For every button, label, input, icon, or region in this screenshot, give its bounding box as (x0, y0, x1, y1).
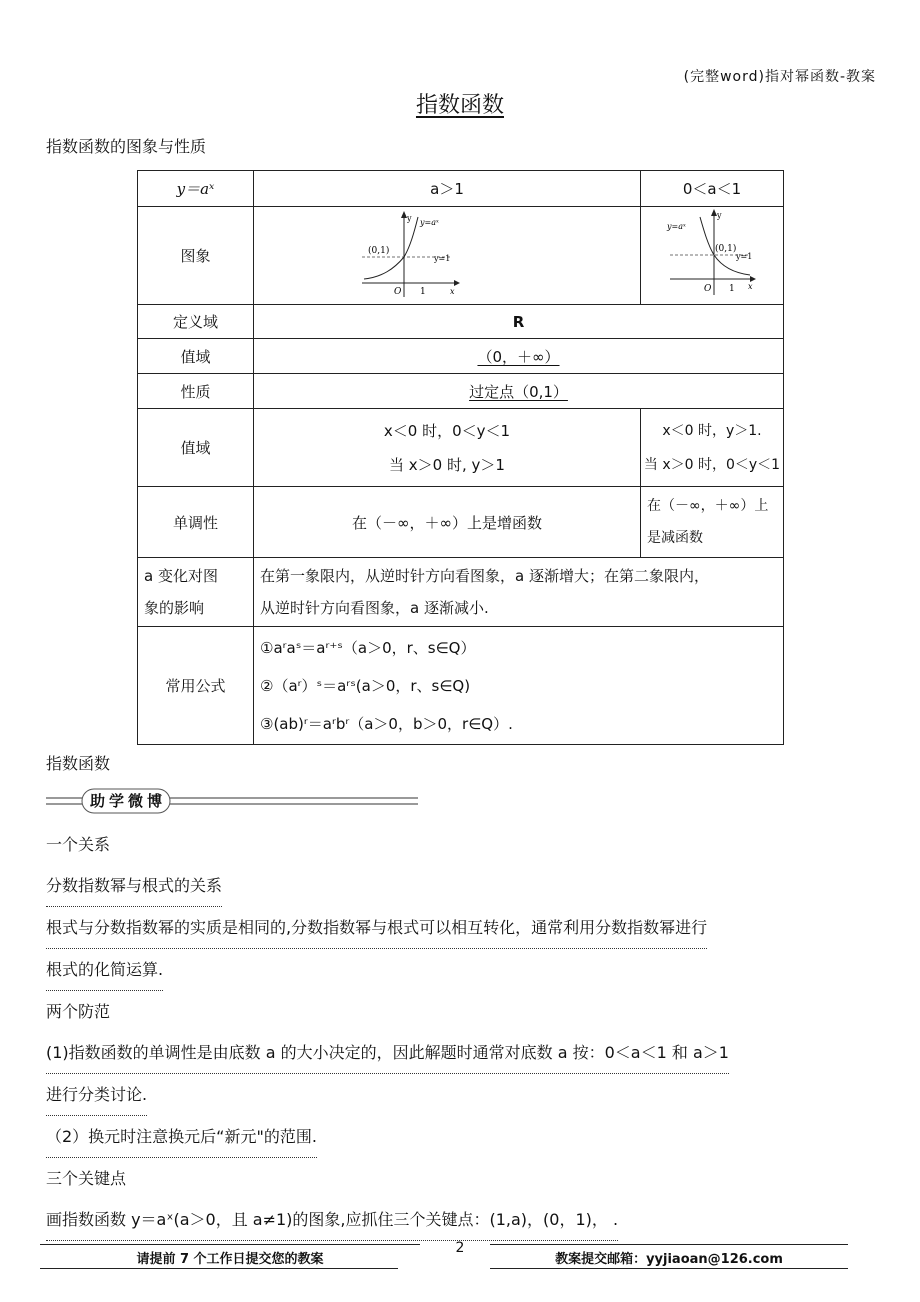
row-label-a-effect-line2: 象的影响 (144, 599, 205, 617)
three-points-title: 三个关键点 (46, 1169, 127, 1188)
range2-a-gt-1 (254, 409, 641, 487)
row-label-monotonic: 单调性 (138, 487, 254, 558)
graph-a-lt-1 (641, 207, 784, 305)
a-effect-line2: 从逆时针方向看图象，a 逐渐减小. (260, 599, 489, 617)
graph-decreasing (662, 209, 762, 299)
header-a-gt-1: a＞1 (254, 171, 641, 207)
footer-right: 教案提交邮箱：yyjiaoan@126.com (555, 1252, 783, 1267)
one-relation-body-line1: 根式与分数指数幂的实质是相同的,分数指数幂与根式可以相互转化，通常利用分数指数幂进行 (46, 907, 707, 949)
two-guards-title: 两个防范 (46, 1002, 111, 1021)
page-title: 指数函数 (415, 93, 504, 118)
one-relation-body-line2: 根式的化简运算. (46, 949, 163, 991)
graph-a-gt-1 (254, 207, 641, 305)
header-function: y＝aˣ (138, 171, 254, 207)
one-relation-subtitle: 分数指数幂与根式的关系 (46, 865, 222, 907)
two-guards-item1-line1: (1)指数函数的单调性是由底数 a 的大小决定的，因此解题时通常对底数 a 按：0＜a＜1 和 a＞1 (46, 1032, 729, 1074)
curve-label: y=aˣ (667, 221, 686, 231)
range2-a-lt-1-line1: x＜0 时，y＞1. (662, 422, 762, 439)
row-label-property: 性质 (138, 374, 254, 409)
footer-rule-right-bottom (490, 1268, 848, 1269)
tick-label: 1 (729, 283, 735, 294)
three-points-body: 画指数函数 y＝aˣ(a＞0，且 a≠1)的图象,应抓住三个关键点：(1,a)，(0，1)， . (46, 1199, 618, 1241)
row-label-domain: 定义域 (138, 305, 254, 339)
footer-rule-right-top (490, 1244, 848, 1245)
two-guards-item1-line2: 进行分类讨论. (46, 1074, 147, 1116)
formula-1: ①aʳaˢ＝aʳ⁺ˢ（a＞0，r、s∈Q） (260, 638, 476, 657)
banner-label: 助学微博 (90, 792, 167, 810)
x-axis-arrow (454, 280, 460, 286)
properties-table (137, 170, 784, 745)
row-label-range2: 值域 (138, 409, 254, 487)
y-axis-label: y (407, 213, 412, 223)
origin-label: O (704, 283, 712, 294)
x-axis-label: x (450, 286, 455, 296)
page-number: 2 (455, 1240, 465, 1256)
range-value: （0，＋∞） (254, 339, 784, 374)
monotonic-a-lt-1: 在（－∞，＋∞）上是减函数 (641, 487, 784, 558)
one-relation-title: 一个关系 (46, 835, 111, 854)
range2-a-gt-1-line2: 当 x＞0 时, y＞1 (389, 455, 505, 474)
formula-list (254, 627, 784, 745)
line-label: y=1 (736, 251, 753, 261)
domain-value: R (254, 305, 784, 339)
header-a-lt-1: 0＜a＜1 (641, 171, 784, 207)
x-axis-label: x (748, 281, 753, 291)
property-value: 过定点（0,1） (254, 374, 784, 409)
line-label: y=1 (434, 253, 451, 263)
footer-rule-left-bottom (40, 1268, 398, 1269)
banner (46, 786, 418, 816)
row-label-formula: 常用公式 (138, 627, 254, 745)
point-label: (0,1) (715, 243, 737, 254)
formula-3: ③(ab)ʳ＝aʳbʳ（a＞0，b＞0，r∈Q）. (260, 714, 513, 733)
two-guards-item2: （2）换元时注意换元后“新元"的范围. (46, 1116, 317, 1158)
a-effect-line1: 在第一象限内，从逆时针方向看图象，a 逐渐增大；在第二象限内， (260, 567, 709, 585)
formula-2: ②（aʳ）ˢ＝aʳˢ(a＞0，r、s∈Q) (260, 676, 471, 695)
footer-left: 请提前 7 个工作日提交您的教案 (136, 1252, 324, 1267)
section-heading-2: 指数函数 (46, 754, 111, 773)
footer-rule-left-top (40, 1244, 420, 1245)
range2-a-gt-1-line1: x＜0 时，0＜y＜1 (383, 421, 511, 440)
row-label-graph: 图象 (138, 207, 254, 305)
a-effect-text (254, 558, 784, 627)
row-label-range: 值域 (138, 339, 254, 374)
tick-label: 1 (420, 286, 426, 297)
point-label: (0,1) (368, 245, 390, 256)
graph-increasing (362, 209, 472, 299)
curve-label: y=aˣ (420, 217, 439, 227)
range2-a-lt-1-line2: 当 x＞0 时，0＜y＜1 (643, 456, 781, 473)
row-label-a-effect-line1: a 变化对图 (144, 567, 218, 585)
one-relation-block (46, 824, 876, 1241)
y-axis-label: y (717, 210, 722, 220)
header-note: (完整word)指对幂函数-教案 (683, 69, 876, 85)
origin-label: O (394, 286, 402, 297)
section-heading: 指数函数的图象与性质 (46, 137, 207, 156)
row-label-a-effect (138, 558, 254, 627)
range2-a-lt-1 (641, 409, 784, 487)
monotonic-a-gt-1: 在（－∞，＋∞）上是增函数 (254, 487, 641, 558)
